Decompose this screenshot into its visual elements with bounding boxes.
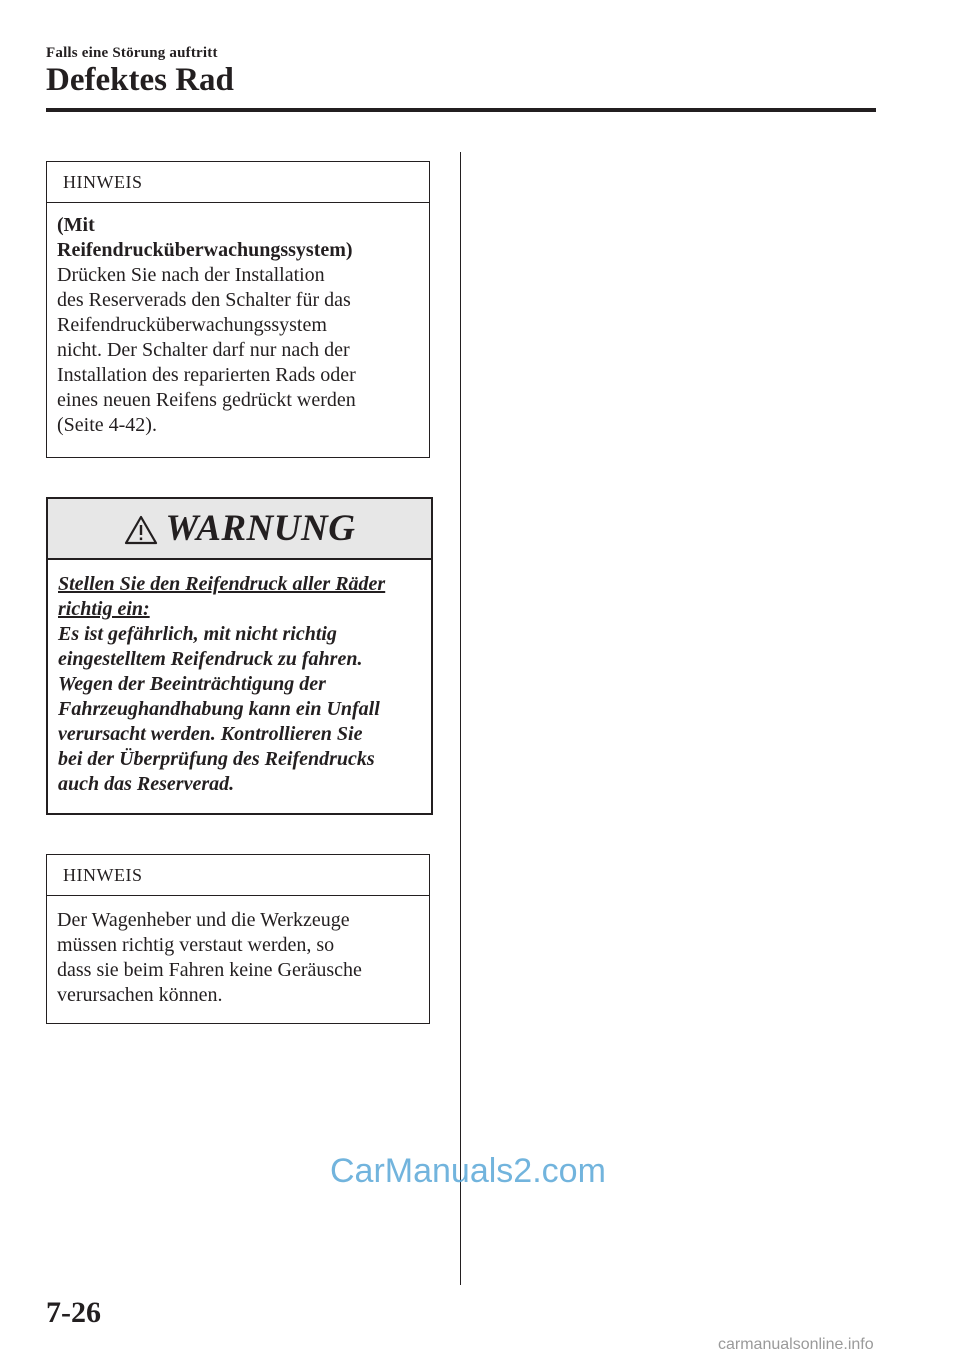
note-heading: HINWEIS: [47, 162, 429, 203]
note-text-line: Drücken Sie nach der Installation: [57, 264, 325, 286]
warning-text-line: auch das Reserverad.: [58, 773, 235, 795]
warning-text-line: Es ist gefährlich, mit nicht richtig: [58, 623, 337, 645]
warning-text-line: eingestelltem Reifendruck zu fahren.: [58, 648, 363, 670]
warning-text-line: Fahrzeughandhabung kann ein Unfall: [58, 698, 380, 720]
note-text-line: müssen richtig verstaut werden, so: [57, 934, 335, 956]
note-body: [47, 896, 429, 1020]
note-body: [47, 203, 429, 450]
warning-text-line: bei der Überprüfung des Reifendrucks: [58, 748, 375, 770]
section-label: Falls eine Störung auftritt: [46, 45, 218, 61]
note-title-line: (Mit: [57, 214, 95, 236]
note-text-line: Installation des reparierten Rads oder: [57, 364, 356, 386]
warning-lead-line: richtig ein:: [58, 598, 150, 620]
title-rule: [46, 108, 876, 112]
note-text-line: verursachen können.: [57, 984, 223, 1006]
column-divider: [460, 152, 461, 1285]
footer-site-label: carmanualsonline.info: [718, 1336, 874, 1353]
note-text-line: Der Wagenheber und die Werkzeuge: [57, 909, 350, 931]
note-text-line: dass sie beim Fahren keine Geräusche: [57, 959, 362, 981]
warning-box: [46, 497, 433, 815]
warning-body: [48, 560, 431, 807]
note-text-line: des Reserverads den Schalter für das: [57, 289, 351, 311]
page-title: Defektes Rad: [46, 62, 234, 98]
warning-text-line: verursacht werden. Kontrollieren Sie: [58, 723, 363, 745]
warning-text-line: Wegen der Beeinträchtigung der: [58, 673, 326, 695]
warning-header: [48, 499, 431, 560]
note-text-line: nicht. Der Schalter darf nur nach der: [57, 339, 350, 361]
note-text-line: (Seite 4-42).: [57, 414, 157, 436]
note-heading: HINWEIS: [47, 855, 429, 896]
warning-triangle-icon: [124, 515, 158, 545]
page-number: 7-26: [46, 1296, 101, 1329]
note-title-line: Reifendrucküberwachungssystem): [57, 239, 353, 261]
note-box-tpms: [46, 161, 430, 458]
warning-lead-line: Stellen Sie den Reifendruck aller Räder: [58, 573, 386, 595]
note-text-line: eines neuen Reifens gedrückt werden: [57, 389, 356, 411]
warning-heading: WARNUNG: [165, 508, 356, 549]
note-text-line: Reifendrucküberwachungssystem: [57, 314, 327, 336]
note-box-jack: [46, 854, 430, 1024]
watermark: CarManuals2.com: [330, 1152, 606, 1190]
